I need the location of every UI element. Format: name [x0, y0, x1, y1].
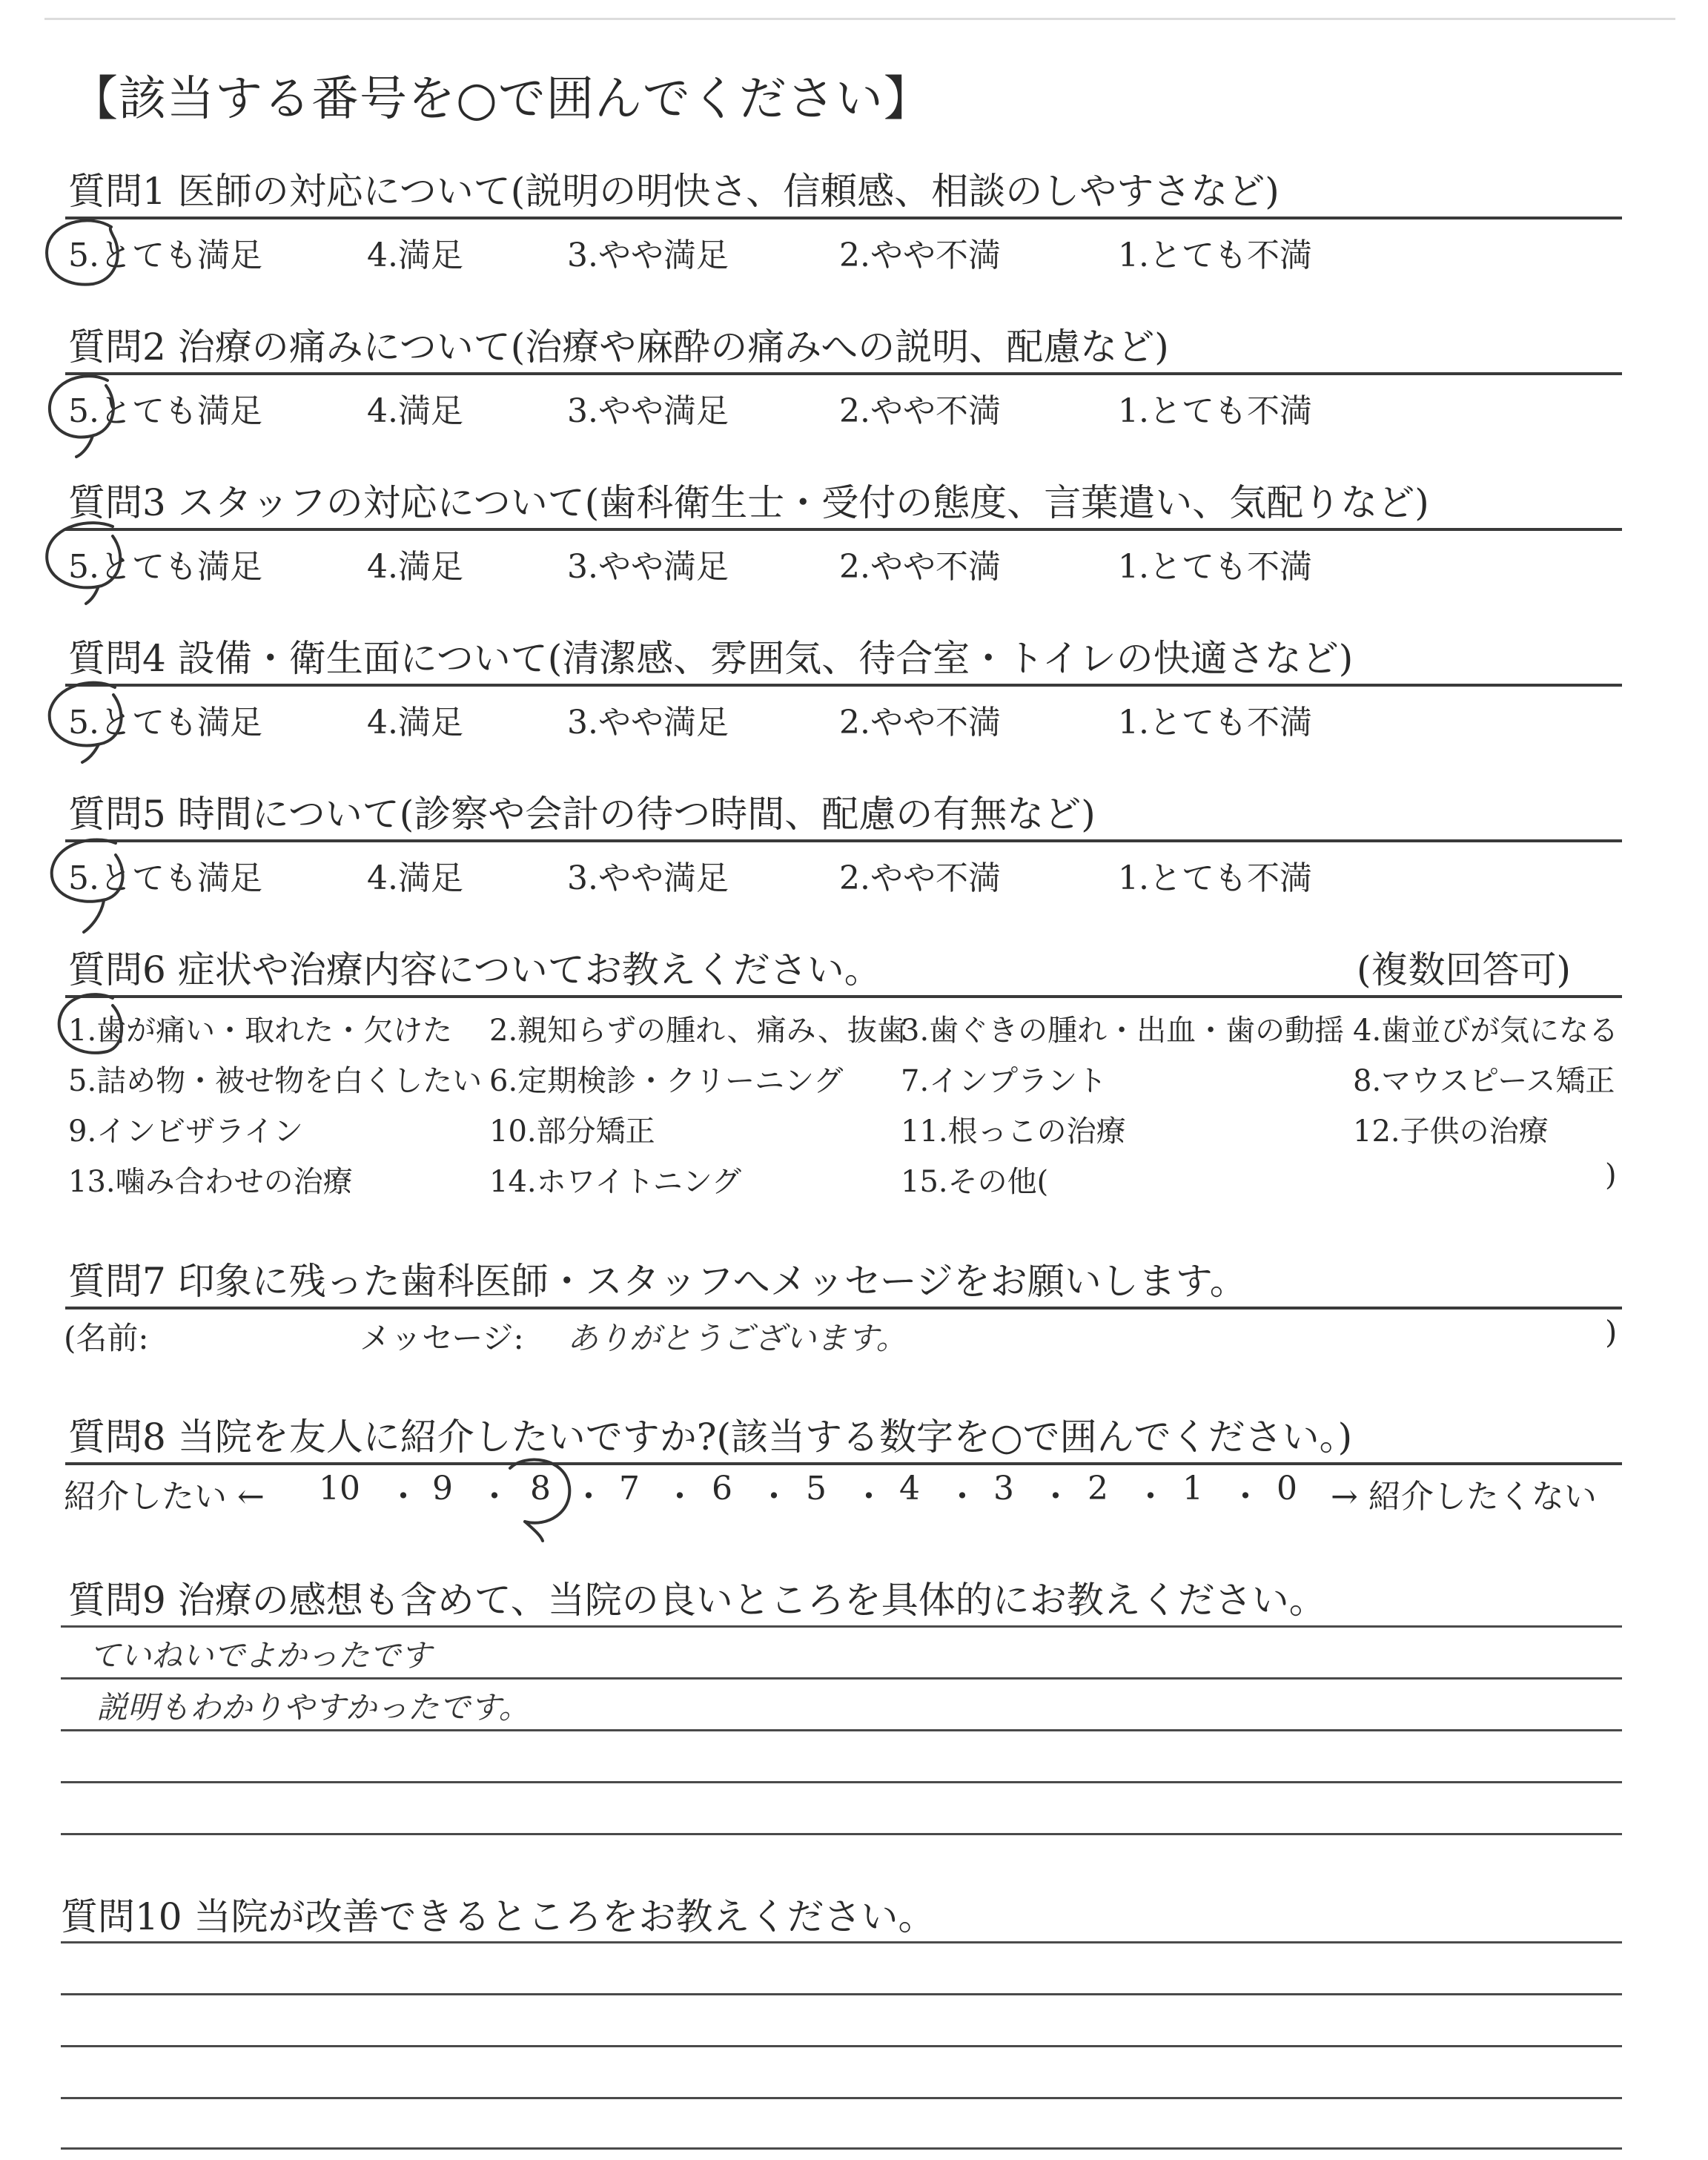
- question-10-title: 質問10 当院が改善できるところをお教えください。: [61, 1895, 936, 1938]
- q2-option-3[interactable]: 3.やや満足: [567, 392, 729, 430]
- q5-option-2[interactable]: 2.やや不満: [839, 859, 1001, 897]
- q8-number-5[interactable]: 5: [806, 1470, 827, 1507]
- q6-option-9[interactable]: 9.インビザライン: [68, 1114, 303, 1149]
- q8-number-7[interactable]: 7: [619, 1470, 640, 1507]
- scan-edge: [44, 18, 1675, 20]
- question-5-title: 質問5 時間について(診察や会計の待つ時間、配慮の有無など): [68, 793, 1096, 836]
- q8-dot: ・: [387, 1478, 420, 1516]
- q6-option-14[interactable]: 14.ホワイトニング: [489, 1165, 742, 1199]
- q8-dot: ・: [572, 1478, 605, 1516]
- q7-name-label: (名前:: [64, 1320, 149, 1356]
- q9-answer-rule: [61, 1729, 1622, 1731]
- q7-close-paren: ): [1605, 1314, 1618, 1350]
- question-7-title: 質問7 印象に残った歯科医師・スタッフへメッセージをお願いします。: [68, 1260, 1247, 1303]
- question-6-title: 質問6 症状や治療内容についてお教えください。: [68, 948, 881, 991]
- q4-option-3[interactable]: 3.やや満足: [567, 704, 729, 742]
- q6-option-5[interactable]: 5.詰め物・被せ物を白くしたい: [68, 1064, 483, 1098]
- q2-option-4[interactable]: 4.満足: [367, 392, 463, 430]
- q8-number-4[interactable]: 4: [899, 1470, 920, 1507]
- q6-option-2[interactable]: 2.親知らずの腫れ、痛み、抜歯: [489, 1014, 907, 1048]
- q10-answer-rule: [61, 2045, 1622, 2047]
- q6-option-6[interactable]: 6.定期検診・クリーニング: [489, 1064, 844, 1098]
- q1-option-5[interactable]: 5.とても満足: [68, 237, 262, 274]
- q6-option-3[interactable]: 3.歯ぐきの腫れ・出血・歯の動揺: [901, 1014, 1345, 1048]
- question-1-title: 質問1 医師の対応について(説明の明快さ、信頼感、相談のしやすさなど): [68, 170, 1280, 213]
- question-6-note: (複数回答可): [1357, 948, 1572, 991]
- q8-number-3[interactable]: 3: [993, 1470, 1014, 1507]
- q5-option-4[interactable]: 4.満足: [367, 859, 463, 897]
- q8-number-2[interactable]: 2: [1088, 1470, 1108, 1507]
- q10-answer-rule: [61, 1941, 1622, 1943]
- question-2-rule: [65, 372, 1622, 375]
- q8-dot: ・: [946, 1478, 979, 1516]
- q5-option-3[interactable]: 3.やや満足: [567, 859, 729, 897]
- q8-dot: ・: [663, 1478, 696, 1516]
- q6-option-12[interactable]: 12.子供の治療: [1353, 1114, 1549, 1149]
- q6-option-15[interactable]: 15.その他(: [901, 1165, 1049, 1199]
- q8-right-label: → 紹介したくない: [1331, 1478, 1597, 1516]
- question-1-rule: [65, 217, 1622, 219]
- question-2-title: 質問2 治療の痛みについて(治療や麻酔の痛みへの説明、配慮など): [68, 326, 1169, 369]
- q3-option-4[interactable]: 4.満足: [367, 548, 463, 586]
- q8-dot: ・: [1134, 1478, 1167, 1516]
- question-4-rule: [65, 684, 1622, 687]
- q5-option-1[interactable]: 1.とても不満: [1118, 859, 1312, 897]
- q10-answer-rule: [61, 2097, 1622, 2099]
- q3-option-2[interactable]: 2.やや不満: [839, 548, 1001, 586]
- q8-dot: ・: [853, 1478, 885, 1516]
- q9-answer-rule: [61, 1625, 1622, 1628]
- q4-option-1[interactable]: 1.とても不満: [1118, 704, 1312, 742]
- q8-number-6[interactable]: 6: [712, 1470, 732, 1507]
- question-5-rule: [65, 839, 1622, 842]
- q8-number-9[interactable]: 9: [432, 1470, 453, 1507]
- q3-option-5[interactable]: 5.とても満足: [68, 548, 262, 586]
- q8-dot: ・: [758, 1478, 790, 1516]
- question-3-title: 質問3 スタッフの対応について(歯科衛生士・受付の態度、言葉遣い、気配りなど): [68, 481, 1429, 524]
- question-8-rule: [65, 1462, 1622, 1465]
- q6-option-13[interactable]: 13.噛み合わせの治療: [68, 1165, 353, 1199]
- q1-option-2[interactable]: 2.やや不満: [839, 237, 1001, 274]
- q8-number-1[interactable]: 1: [1182, 1470, 1203, 1507]
- q6-other-close-paren: ): [1605, 1158, 1617, 1192]
- q4-option-4[interactable]: 4.満足: [367, 704, 463, 742]
- question-6-rule: [65, 995, 1622, 998]
- q7-message-label: メッセージ:: [360, 1320, 524, 1356]
- q1-option-1[interactable]: 1.とても不満: [1118, 237, 1312, 274]
- q1-option-4[interactable]: 4.満足: [367, 237, 463, 274]
- question-4-title: 質問4 設備・衛生面について(清潔感、雰囲気、待合室・トイレの快適さなど): [68, 637, 1354, 680]
- q2-option-5[interactable]: 5.とても満足: [68, 392, 262, 430]
- q8-number-10[interactable]: 10: [319, 1470, 360, 1507]
- q6-option-10[interactable]: 10.部分矯正: [489, 1114, 655, 1149]
- q2-option-2[interactable]: 2.やや不満: [839, 392, 1001, 430]
- q8-number-0[interactable]: 0: [1277, 1470, 1297, 1507]
- q9-answer-line-2[interactable]: 説明もわかりやすかったです。: [96, 1689, 530, 1725]
- question-3-rule: [65, 528, 1622, 531]
- q8-dot: ・: [1229, 1478, 1262, 1516]
- q5-option-5[interactable]: 5.とても満足: [68, 859, 262, 897]
- q8-dot: ・: [1039, 1478, 1072, 1516]
- q8-left-label: 紹介したい ←: [64, 1478, 265, 1516]
- q1-option-3[interactable]: 3.やや満足: [567, 237, 729, 274]
- q9-answer-rule: [61, 1833, 1622, 1835]
- question-9-title: 質問9 治療の感想も含めて、当院の良いところを具体的にお教えください。: [68, 1579, 1326, 1622]
- q9-answer-rule: [61, 1781, 1622, 1783]
- question-7-rule: [65, 1307, 1622, 1309]
- q4-option-2[interactable]: 2.やや不満: [839, 704, 1001, 742]
- q2-option-1[interactable]: 1.とても不満: [1118, 392, 1312, 430]
- q8-number-8[interactable]: 8: [530, 1470, 551, 1507]
- q10-answer-rule: [61, 1993, 1622, 1995]
- q6-option-7[interactable]: 7.インプラント: [901, 1064, 1108, 1098]
- q6-option-1[interactable]: 1.歯が痛い・取れた・欠けた: [68, 1014, 453, 1048]
- q8-dot: ・: [478, 1478, 511, 1516]
- q10-answer-rule: [61, 2147, 1622, 2150]
- question-8-title: 質問8 当院を友人に紹介したいですか?(該当する数字を○で囲んでください。): [68, 1416, 1353, 1459]
- q6-option-11[interactable]: 11.根っこの治療: [901, 1114, 1126, 1149]
- q4-option-5[interactable]: 5.とても満足: [68, 704, 262, 742]
- q9-answer-line-1[interactable]: ていねいでよかったです: [89, 1637, 432, 1674]
- q9-answer-rule: [61, 1677, 1622, 1680]
- q3-option-3[interactable]: 3.やや満足: [567, 548, 729, 586]
- q6-option-8[interactable]: 8.マウスピース矯正: [1353, 1064, 1615, 1098]
- q3-option-1[interactable]: 1.とても不満: [1118, 548, 1312, 586]
- q6-option-4[interactable]: 4.歯並びが気になる: [1353, 1014, 1619, 1048]
- form-instruction: 【該当する番号を○で囲んでください】: [70, 72, 932, 127]
- q7-message-text[interactable]: ありがとうございます。: [567, 1320, 907, 1356]
